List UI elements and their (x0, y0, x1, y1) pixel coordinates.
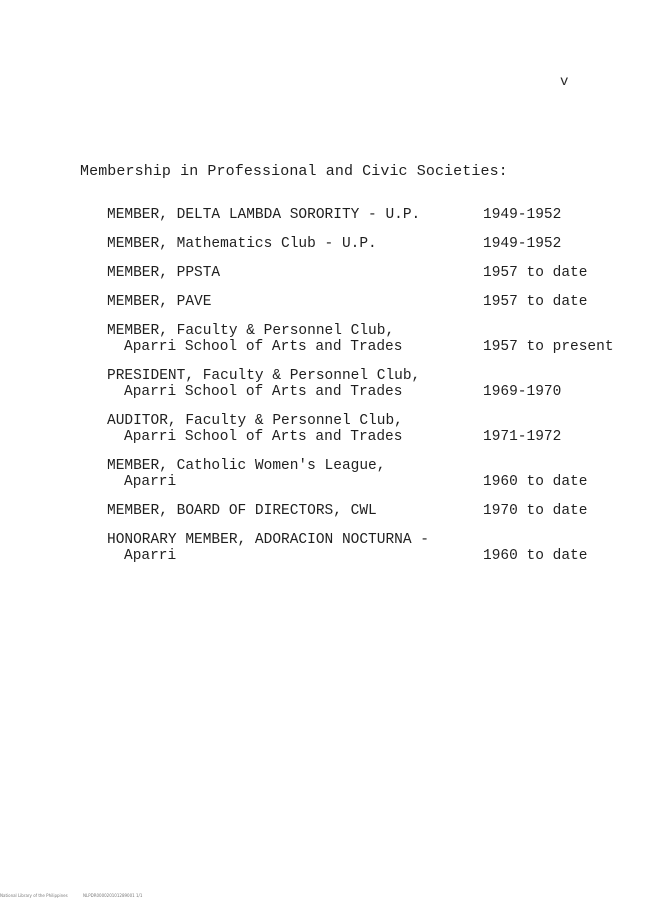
list-item (107, 413, 627, 445)
entry-title: MEMBER, PPSTA (107, 265, 221, 281)
entry-subtitle: Aparri School of Arts and Trades (124, 429, 403, 445)
entry-subtitle: Aparri School of Arts and Trades (124, 384, 403, 400)
entry-title: MEMBER, Catholic Women's League, (107, 458, 386, 474)
list-item (107, 458, 627, 490)
list-item (107, 532, 627, 564)
archive-footer (0, 893, 142, 898)
list-item (107, 207, 627, 223)
entry-dates: 1960 to date (483, 474, 588, 490)
entry-title: MEMBER, DELTA LAMBDA SORORITY - U.P. (107, 207, 421, 223)
entry-subtitle: Aparri (124, 548, 177, 564)
page-number: v (560, 74, 569, 90)
entry-title: MEMBER, PAVE (107, 294, 212, 310)
footer-library: National Library of the Philippines (0, 893, 68, 898)
entry-dates: 1971-1972 (483, 429, 562, 445)
list-item (107, 294, 627, 310)
entry-title: AUDITOR, Faculty & Personnel Club, (107, 413, 403, 429)
entry-dates: 1970 to date (483, 503, 588, 519)
list-item (107, 503, 627, 519)
entry-dates: 1957 to date (483, 265, 588, 281)
entry-title: MEMBER, Mathematics Club - U.P. (107, 236, 377, 252)
entry-title: MEMBER, BOARD OF DIRECTORS, CWL (107, 503, 377, 519)
entry-dates: 1957 to present (483, 339, 614, 355)
entry-subtitle: Aparri School of Arts and Trades (124, 339, 403, 355)
list-item (107, 236, 627, 252)
entry-dates: 1949-1952 (483, 236, 562, 252)
list-item (107, 368, 627, 400)
entry-dates: 1960 to date (483, 548, 588, 564)
membership-list (107, 207, 627, 577)
entry-title: PRESIDENT, Faculty & Personnel Club, (107, 368, 421, 384)
entry-dates: 1949-1952 (483, 207, 562, 223)
entry-title: MEMBER, Faculty & Personnel Club, (107, 323, 395, 339)
entry-dates: 1969-1970 (483, 384, 562, 400)
list-item (107, 265, 627, 281)
entry-dates: 1957 to date (483, 294, 588, 310)
list-item (107, 323, 627, 355)
entry-title: HONORARY MEMBER, ADORACION NOCTURNA - (107, 532, 429, 548)
footer-code: NLPDR000020101289001 1/1 (83, 893, 143, 898)
section-heading: Membership in Professional and Civic Societies: (80, 163, 508, 180)
entry-subtitle: Aparri (124, 474, 177, 490)
